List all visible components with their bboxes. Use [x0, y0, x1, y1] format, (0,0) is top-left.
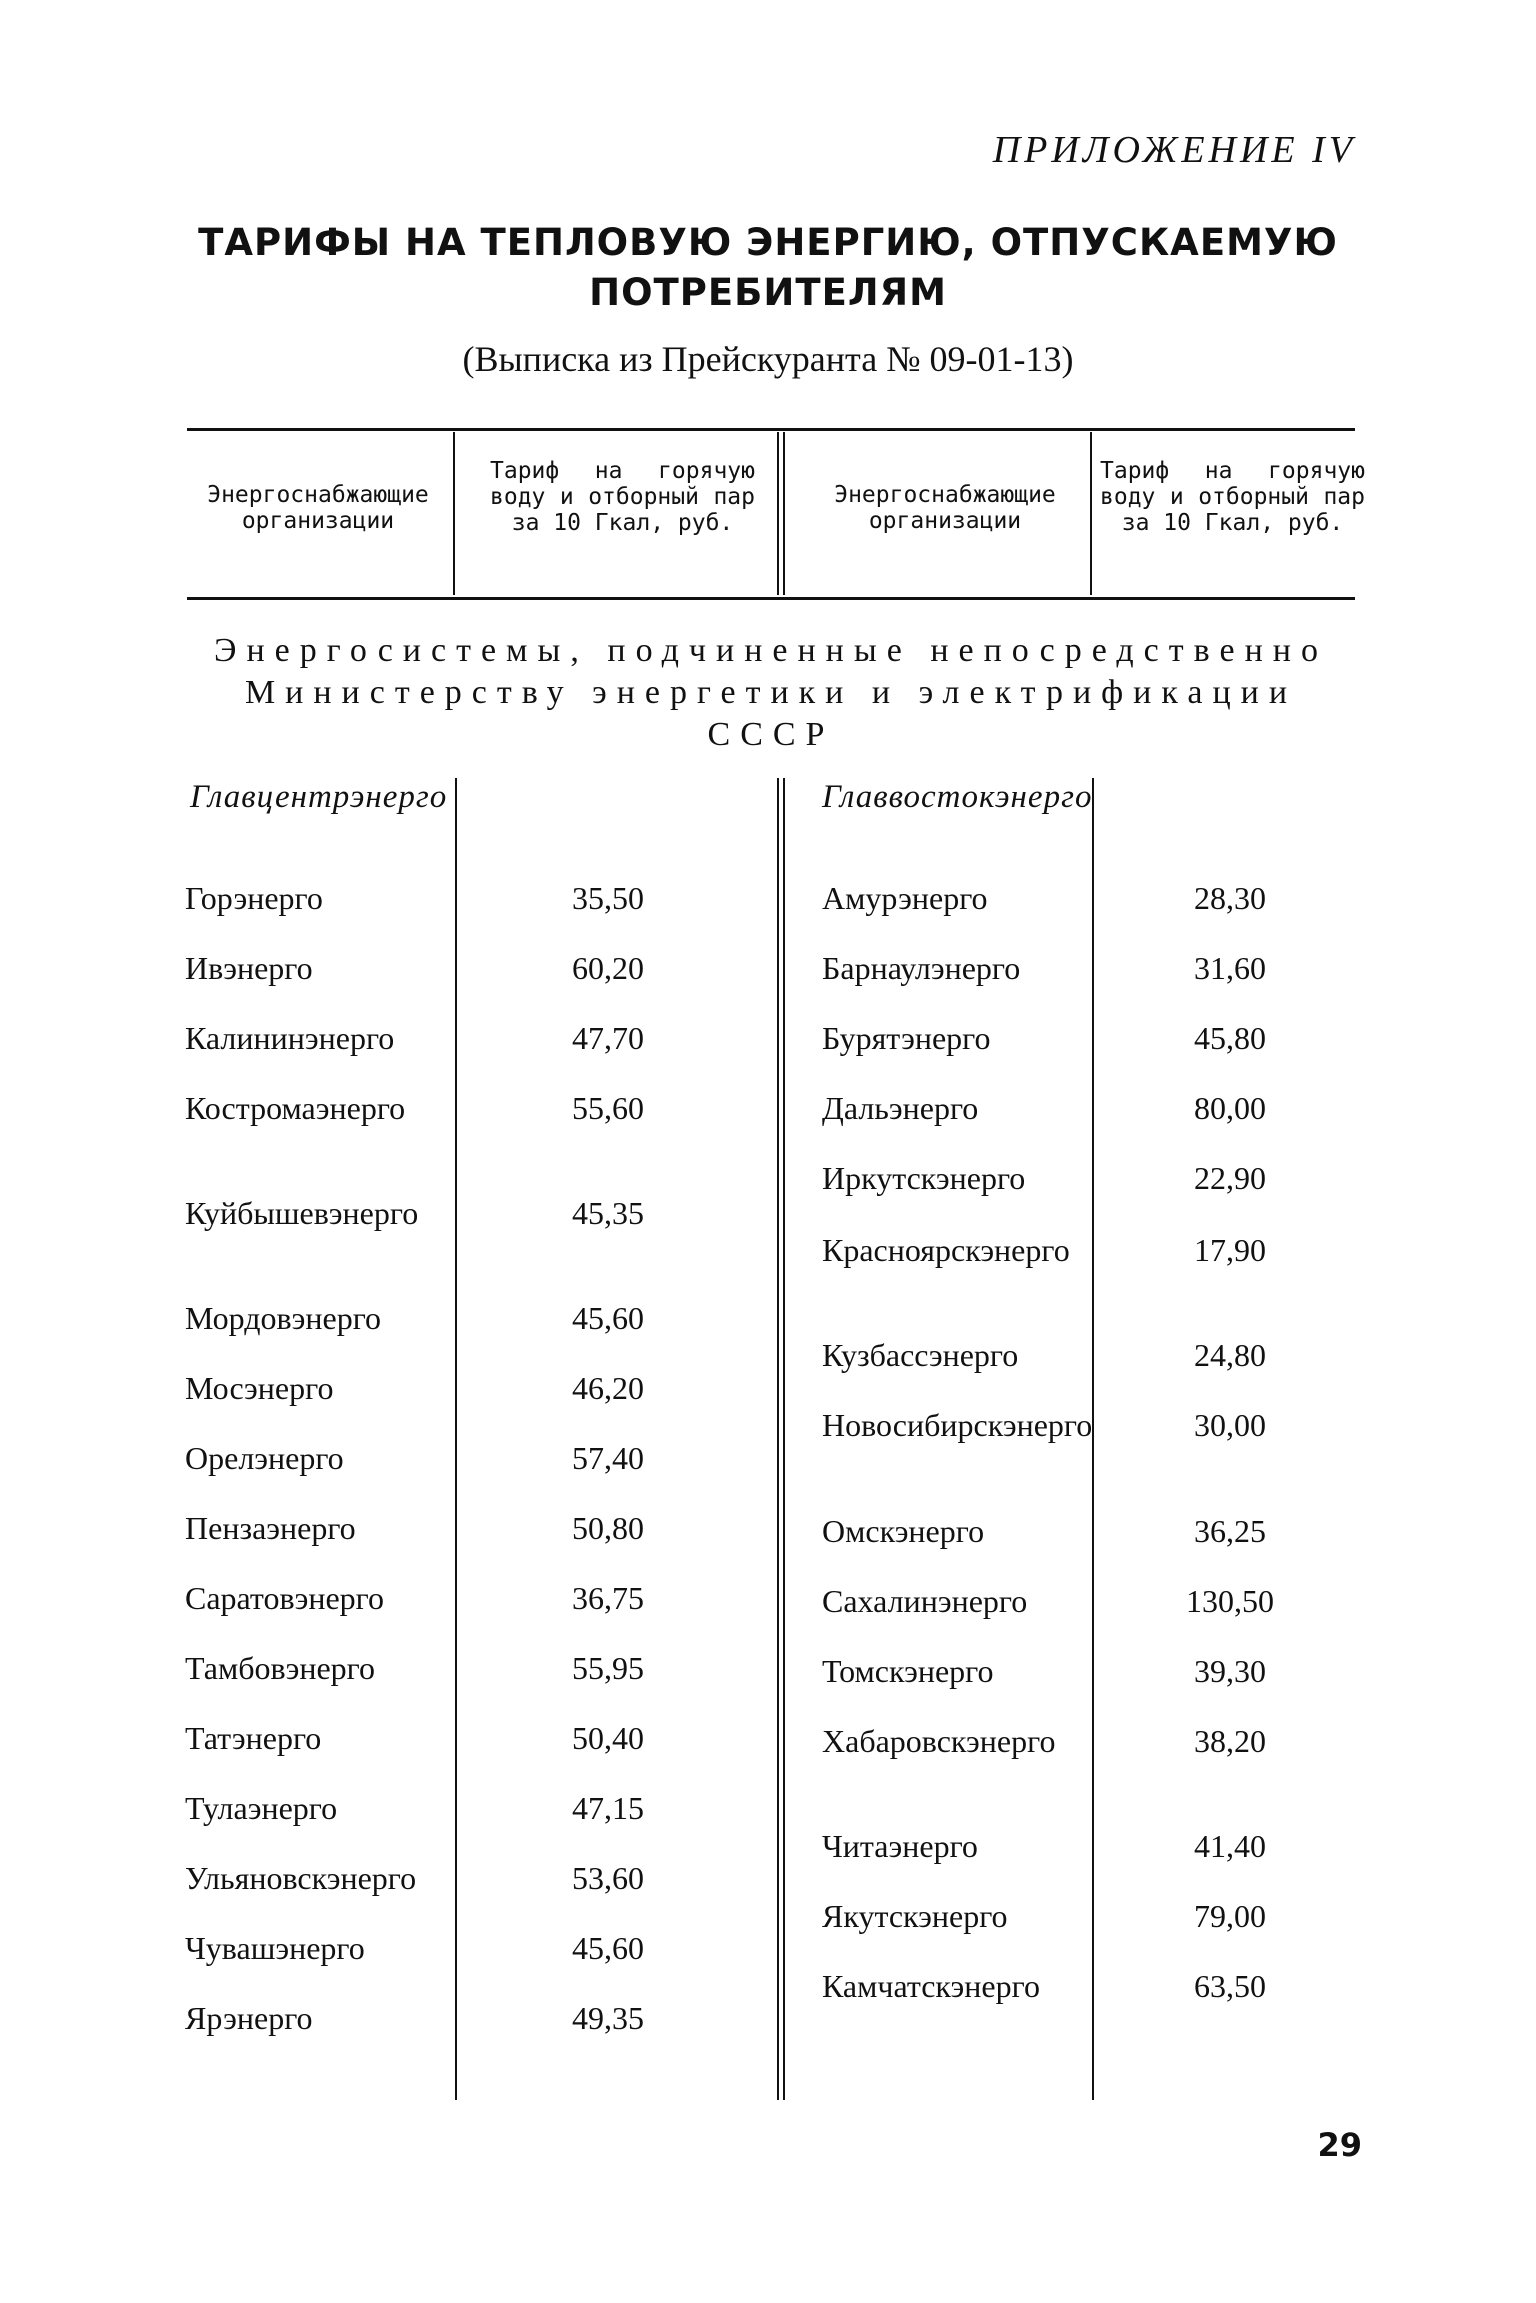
org-name: Тулаэнерго: [185, 1790, 338, 1826]
org-name: Мосэнерго: [185, 1370, 334, 1406]
tariff-value: 50,40: [572, 1720, 644, 1756]
tariff-value: 17,90: [1194, 1232, 1266, 1268]
tariff-value: 49,35: [572, 2000, 644, 2036]
org-name: Дальэнерго: [822, 1090, 979, 1126]
tariff-value: 45,60: [572, 1300, 644, 1336]
header-org-left: Энергоснабжающие организации: [207, 482, 429, 534]
header-divider-2a: [777, 432, 779, 595]
tariff-value: 31,60: [1194, 950, 1266, 986]
org-name: Калининэнерго: [185, 1020, 395, 1056]
page-title: [0, 218, 1536, 318]
org-name: Бурятэнерго: [822, 1020, 991, 1056]
org-name: Чувашэнерго: [185, 1930, 365, 1966]
org-name: Иркутскэнерго: [822, 1160, 1026, 1196]
org-name: Томскэнерго: [822, 1653, 994, 1689]
org-name: Татэнерго: [185, 1720, 322, 1756]
header-divider-2b: [783, 432, 785, 595]
table-top-rule: [187, 428, 1355, 431]
body-divider-3: [1092, 778, 1094, 2100]
org-name: Ярэнерго: [185, 2000, 313, 2036]
tariff-value: 57,40: [572, 1440, 644, 1476]
org-name: Кузбассэнерго: [822, 1337, 1019, 1373]
group-right: Главвостокэнерго: [822, 779, 1093, 815]
tariff-value: 45,60: [572, 1930, 644, 1966]
header-org-right: Энергоснабжающие организации: [834, 482, 1056, 534]
title-line-1: ТАРИФЫ НА ТЕПЛОВУЮ ЭНЕРГИЮ, ОТПУСКАЕМУЮ: [198, 221, 1338, 264]
org-name: Барнаулэнерго: [822, 950, 1021, 986]
tariff-value: 55,95: [572, 1650, 644, 1686]
tariff-value: 60,20: [572, 950, 644, 986]
title-line-2: ПОТРЕБИТЕЛЯМ: [589, 271, 947, 314]
org-name: Якутскэнерго: [822, 1898, 1008, 1934]
tariff-value: 130,50: [1186, 1583, 1274, 1619]
tariff-value: 22,90: [1194, 1160, 1266, 1196]
org-name: Куйбышевэнерго: [185, 1195, 419, 1231]
tariff-value: 39,30: [1194, 1653, 1266, 1689]
body-divider-1: [455, 778, 457, 2100]
body-divider-2b: [783, 778, 785, 2100]
header-tariff-left: Тариф на горячую воду и отборный пар за 10 Гкал, руб.: [490, 458, 755, 536]
tariff-value: 45,80: [1194, 1020, 1266, 1056]
org-name: Омскэнерго: [822, 1513, 985, 1549]
header-tariff-right: Тариф на горячую воду и отборный пар за 10 Гкал, руб.: [1100, 458, 1365, 536]
section-line-1: Энергосистемы, подчиненные непосредственно: [214, 632, 1328, 669]
org-name: Тамбовэнерго: [185, 1650, 375, 1686]
tariff-value: 30,00: [1194, 1407, 1266, 1443]
org-name: Пензаэнерго: [185, 1510, 356, 1546]
org-name: Горэнерго: [185, 880, 323, 916]
org-name: Новосибирскэнерго: [822, 1407, 1093, 1443]
page-number: 29: [1317, 2126, 1362, 2164]
org-name: Красноярскэнерго: [822, 1232, 1070, 1268]
org-name: Саратовэнерго: [185, 1580, 384, 1616]
tariff-value: 80,00: [1194, 1090, 1266, 1126]
section-heading: [187, 630, 1355, 756]
tariff-value: 28,30: [1194, 880, 1266, 916]
org-name: Мордовэнерго: [185, 1300, 382, 1336]
org-name: Костромаэнерго: [185, 1090, 406, 1126]
tariff-value: 35,50: [572, 880, 644, 916]
tariff-value: 53,60: [572, 1860, 644, 1896]
section-line-2: Министерству энергетики и электрификации: [244, 674, 1298, 711]
group-left: Главцентрэнерго: [190, 779, 448, 815]
org-name: Амурэнерго: [822, 880, 988, 916]
org-name: Ивэнерго: [185, 950, 313, 986]
section-line-3: СССР: [707, 716, 835, 753]
table-header-bottom-rule: [187, 597, 1355, 600]
org-name: Орелэнерго: [185, 1440, 344, 1476]
tariff-value: 47,70: [572, 1020, 644, 1056]
tariff-value: 79,00: [1194, 1898, 1266, 1934]
tariff-value: 45,35: [572, 1195, 644, 1231]
org-name: Камчатскэнерго: [822, 1968, 1040, 2004]
tariff-value: 38,20: [1194, 1723, 1266, 1759]
org-name: Читаэнерго: [822, 1828, 978, 1864]
org-name: Ульяновскэнерго: [185, 1860, 417, 1896]
org-name: Хабаровскэнерго: [822, 1723, 1056, 1759]
header-divider-3: [1090, 432, 1092, 595]
tariff-value: 63,50: [1194, 1968, 1266, 2004]
appendix-label: ПРИЛОЖЕНИЕ IV: [992, 129, 1356, 171]
tariff-value: 41,40: [1194, 1828, 1266, 1864]
tariff-value: 50,80: [572, 1510, 644, 1546]
tariff-value: 55,60: [572, 1090, 644, 1126]
tariff-value: 36,75: [572, 1580, 644, 1616]
header-divider-1: [453, 432, 455, 595]
tariff-value: 36,25: [1194, 1513, 1266, 1549]
tariff-value: 47,15: [572, 1790, 644, 1826]
subtitle: (Выписка из Прейскуранта № 09-01-13): [462, 339, 1074, 379]
body-divider-2a: [777, 778, 779, 2100]
tariff-value: 24,80: [1194, 1337, 1266, 1373]
org-name: Сахалинэнерго: [822, 1583, 1028, 1619]
tariff-value: 46,20: [572, 1370, 644, 1406]
